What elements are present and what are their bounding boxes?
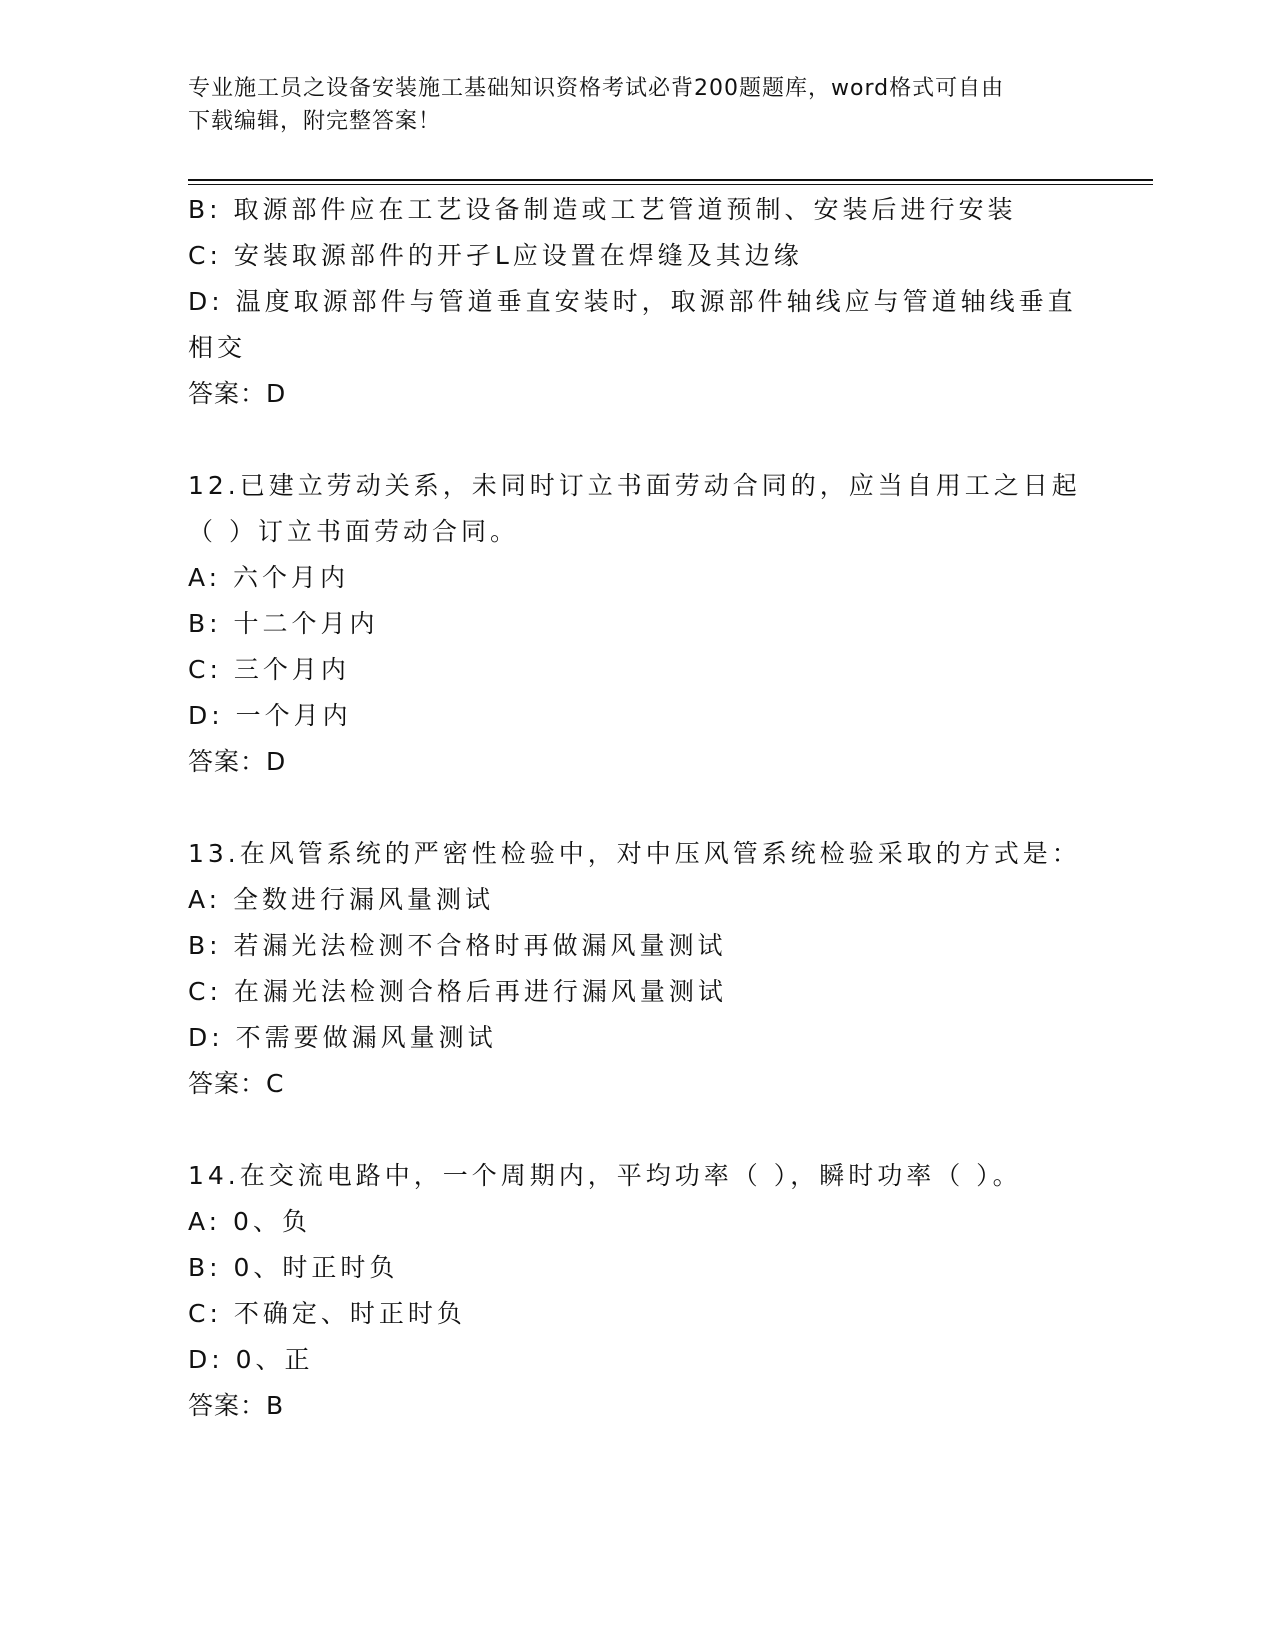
question-block bbox=[188, 831, 1088, 1107]
question-text-line: 13.在风管系统的严密性检验中，对中压风管系统检验采取的方式是： bbox=[188, 839, 1081, 868]
document-header bbox=[188, 72, 1078, 138]
question-text-line: （ ）订立书面劳动合同。 bbox=[188, 517, 519, 546]
answer-line: 答案：D bbox=[188, 379, 287, 408]
question-text-line: B: 取源部件应在工艺设备制造或工艺管道预制、安装后进行安装 bbox=[188, 195, 1017, 224]
question-text-line: C: 不确定、时正时负 bbox=[188, 1299, 466, 1328]
answer-line: 答案：C bbox=[188, 1069, 285, 1098]
question-text-line: D: 0、正 bbox=[188, 1345, 314, 1374]
header-divider-thick bbox=[188, 179, 1153, 181]
question-list bbox=[188, 187, 1088, 1429]
question-text-line: C: 在漏光法检测合格后再进行漏风量测试 bbox=[188, 977, 727, 1006]
question-text-line: 12.已建立劳动关系，未同时订立书面劳动合同的，应当自用工之日起 bbox=[188, 471, 1081, 500]
answer-line: 答案：B bbox=[188, 1391, 285, 1420]
question-text-line: D: 不需要做漏风量测试 bbox=[188, 1023, 497, 1052]
block-spacer bbox=[188, 1107, 1088, 1153]
question-text-line: B: 若漏光法检测不合格时再做漏风量测试 bbox=[188, 931, 727, 960]
question-text-line: D: 一个月内 bbox=[188, 701, 352, 730]
block-spacer bbox=[188, 417, 1088, 463]
answer-line: 答案：D bbox=[188, 747, 287, 776]
question-block bbox=[188, 187, 1088, 417]
question-text-line: A: 六个月内 bbox=[188, 563, 350, 592]
question-text-line: C: 三个月内 bbox=[188, 655, 350, 684]
header-divider-thin bbox=[188, 184, 1153, 185]
question-text-line: B: 0、时正时负 bbox=[188, 1253, 399, 1282]
question-text-line: D: 温度取源部件与管道垂直安装时，取源部件轴线应与管道轴线垂直 bbox=[188, 287, 1077, 316]
block-spacer bbox=[188, 785, 1088, 831]
question-text-line: A: 0、负 bbox=[188, 1207, 311, 1236]
question-block bbox=[188, 463, 1088, 785]
question-text-line: 14.在交流电路中，一个周期内，平均功率（ ），瞬时功率（ ）。 bbox=[188, 1161, 1022, 1190]
question-block bbox=[188, 1153, 1088, 1429]
question-text-line: B: 十二个月内 bbox=[188, 609, 379, 638]
question-text-line: C: 安装取源部件的开孑L应设置在焊缝及其边缘 bbox=[188, 241, 803, 270]
header-title-line-1: 专业施工员之设备安装施工基础知识资格考试必背200题题库，word格式可自由 bbox=[188, 76, 1005, 101]
question-text-line: A: 全数进行漏风量测试 bbox=[188, 885, 495, 914]
question-text-line: 相交 bbox=[188, 333, 247, 362]
header-title-line-2: 下载编辑，附完整答案！ bbox=[188, 109, 442, 134]
